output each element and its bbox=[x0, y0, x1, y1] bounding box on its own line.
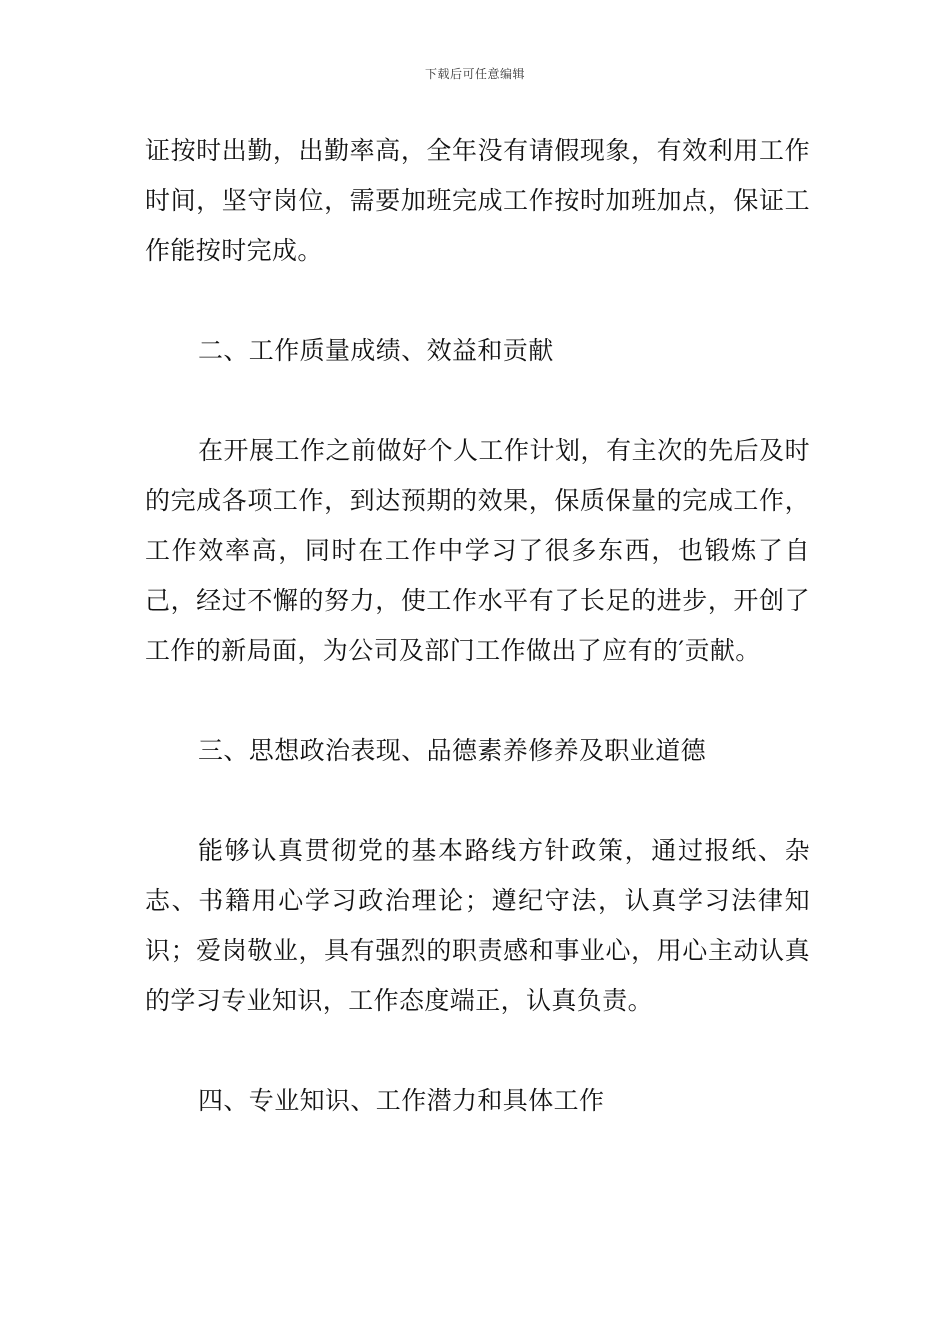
section-heading-work-quality: 二、工作质量成绩、效益和贡献 bbox=[198, 336, 554, 365]
section-heading-ethics: 三、思想政治表现、品德素养修养及职业道德 bbox=[198, 736, 707, 765]
document-body bbox=[145, 126, 810, 1126]
paragraph-ethics: 能够认真贯彻党的基本路线方针政策，通过报纸、杂志、书籍用心学习政治理论；遵纪守法，认真学习法律知识；爱岗敬业，具有强烈的职责感和事业心，用心主动认真的学习专业知识，工作态度端正，认真负责。 bbox=[145, 836, 810, 1015]
paragraph-work-quality: 在开展工作之前做好个人工作计划，有主次的先后及时的完成各项工作，到达预期的效果，保质保量的完成工作，工作效率高，同时在工作中学习了很多东西，也锻炼了自己，经过不懈的努力，使工作水平有了长足的进步，开创了工作的新局面，为公司及部门工作做出了应有的′贡献。 bbox=[145, 436, 810, 665]
paragraph-attendance: 证按时出勤，出勤率高，全年没有请假现象，有效利用工作时间，坚守岗位，需要加班完成工作按时加班加点，保证工作能按时完成。 bbox=[145, 136, 810, 265]
section-heading-professional-knowledge: 四、专业知识、工作潜力和具体工作 bbox=[198, 1086, 605, 1115]
header-note: 下载后可任意编辑 bbox=[424, 67, 525, 81]
